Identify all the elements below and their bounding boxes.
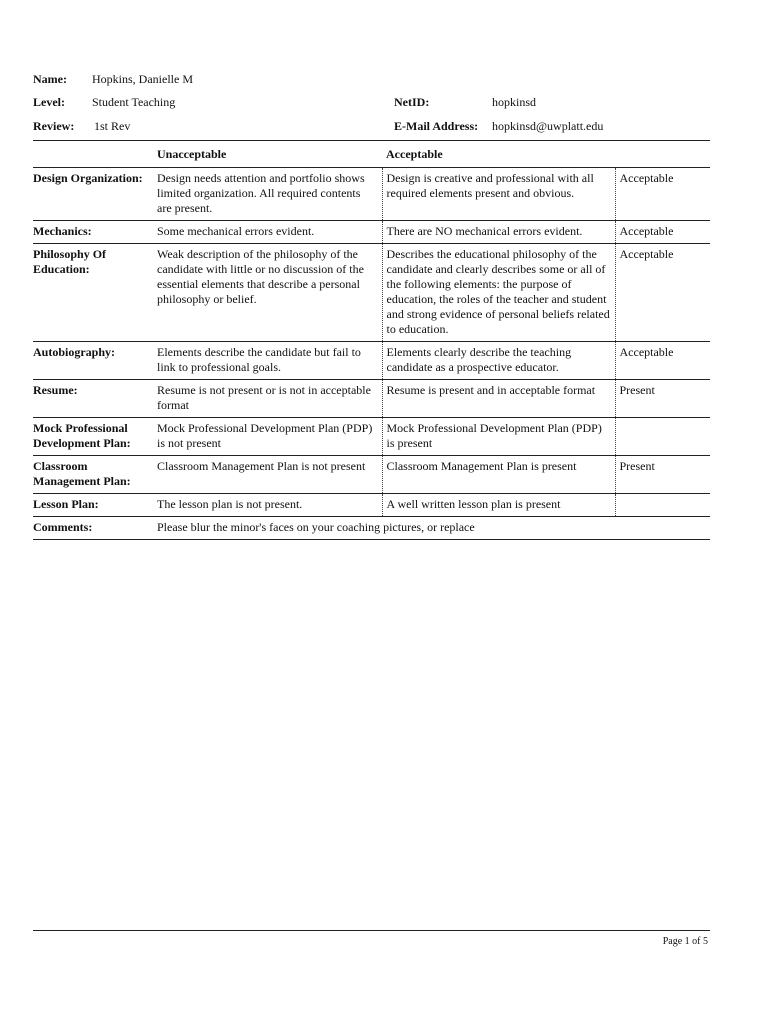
table-row [33,380,710,418]
row-rating: Present [615,456,710,494]
row-unacceptable: Mock Professional Development Plan (PDP) is not present [153,418,382,456]
table-row [33,342,710,380]
name-label: Name: [33,72,67,86]
row-rating [615,418,710,456]
name-value: Hopkins, Danielle M [92,72,193,86]
table-row [33,244,710,342]
row-unacceptable: Design needs attention and portfolio shows limited organization. All required contents are present. [153,168,382,221]
level-value: Student Teaching [92,95,176,109]
row-category: Autobiography: [33,342,153,380]
row-acceptable: Elements clearly describe the teaching candidate as a prospective educator. [382,342,615,380]
row-rating [615,494,710,517]
row-unacceptable: Elements describe the candidate but fail to link to professional goals. [153,342,382,380]
review-label: Review: [33,119,75,133]
table-row [33,494,710,517]
review-value: 1st Rev [94,119,131,133]
table-row [33,221,710,244]
row-unacceptable: The lesson plan is not present. [153,494,382,517]
table-row [33,456,710,494]
row-rating: Present [615,380,710,418]
level-label: Level: [33,95,65,109]
table-header-row [33,141,710,168]
row-category: Lesson Plan: [33,494,153,517]
row-rating: Acceptable [615,168,710,221]
header-unacceptable: Unacceptable [153,141,382,168]
row-rating: Acceptable [615,342,710,380]
row-acceptable: A well written lesson plan is present [382,494,615,517]
row-acceptable: Mock Professional Development Plan (PDP) is present [382,418,615,456]
row-category: Classroom Management Plan: [33,456,153,494]
footer-divider [33,930,710,931]
row-acceptable: Classroom Management Plan is present [382,456,615,494]
row-category: Design Organization: [33,168,153,221]
row-category: Resume: [33,380,153,418]
row-rating: Acceptable [615,221,710,244]
row-rating: Acceptable [615,244,710,342]
row-category: Mechanics: [33,221,153,244]
email-label: E-Mail Address: [394,119,479,133]
table-row [33,168,710,221]
table-row [33,418,710,456]
email-value: hopkinsd@uwplatt.edu [492,119,604,133]
row-category: Mock Professional Development Plan: [33,418,153,456]
netid-value: hopkinsd [492,95,537,109]
header-acceptable: Acceptable [382,141,615,168]
row-unacceptable: Classroom Management Plan is not present [153,456,382,494]
row-acceptable: Design is creative and professional with all required elements present and obvious. [382,168,615,221]
rubric-table [33,140,710,540]
row-unacceptable: Weak description of the philosophy of the candidate with little or no discussion of the essential elements that describe a personal philosophy or belief. [153,244,382,342]
row-unacceptable: Resume is not present or is not in acceptable format [153,380,382,418]
comments-value: Please blur the minor's faces on your coaching pictures, or replace [153,517,710,540]
netid-label: NetID: [394,95,430,109]
row-unacceptable: Some mechanical errors evident. [153,221,382,244]
comments-label: Comments: [33,517,153,540]
row-acceptable: There are NO mechanical errors evident. [382,221,615,244]
page-number: Page 1 of 5 [662,936,708,947]
row-acceptable: Describes the educational philosophy of the candidate and clearly describes some or all of the following elements: the purpose of education, the roles of the teacher and student and strong evidence of personal beliefs related to education. [382,244,615,342]
header-rating [615,141,710,168]
header-category [33,141,153,168]
row-acceptable: Resume is present and in acceptable format [382,380,615,418]
row-category: Philosophy Of Education: [33,244,153,342]
comments-row [33,517,710,540]
